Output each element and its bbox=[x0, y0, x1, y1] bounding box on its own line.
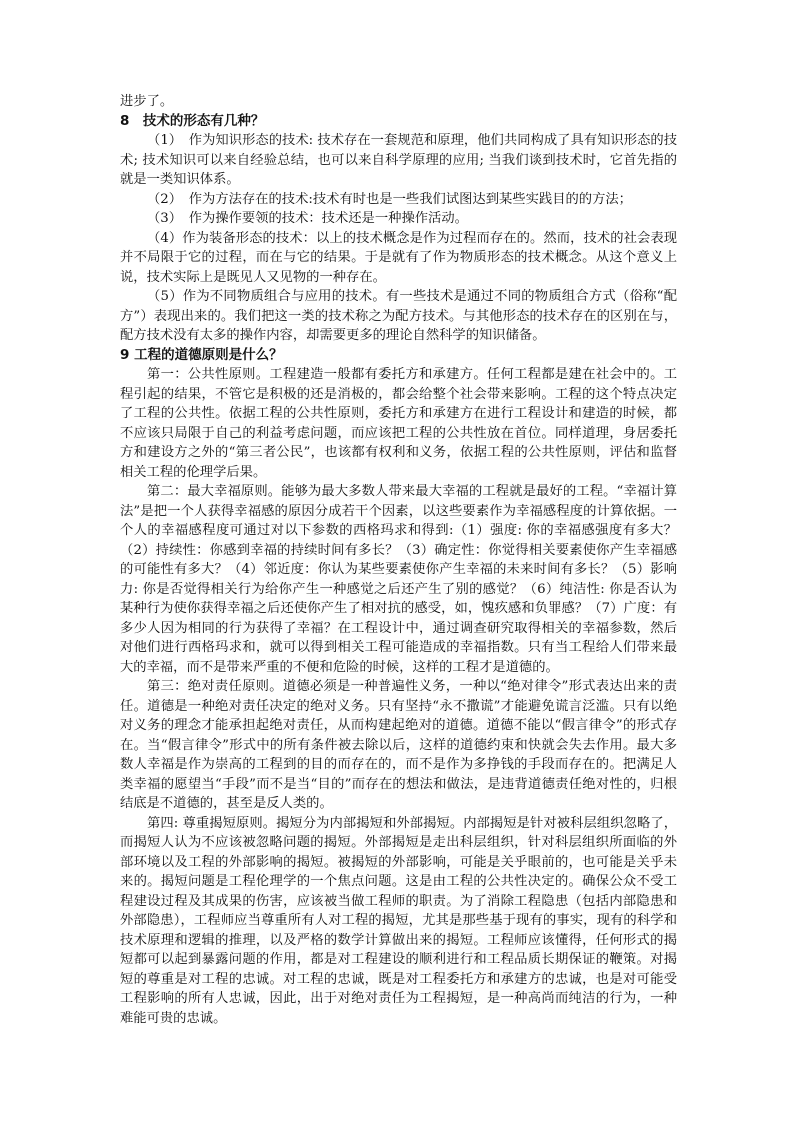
intro-line: 进步了。 bbox=[120, 94, 174, 109]
s9-paragraph-1: 第一：公共性原则。工程建造一般都有委托方和承建方。任何工程都是建在社会中的。工程引起的结果，不管它是积极的还是消极的，都会给整个社会带来影响。工程的这个特点决定了工程的公共性。依据工程的公共性原则，委托方和承建方在进行工程设计和建造的时候，都不应该只局限于自己的利益考虑问题，而应该把工程的公共性放在首位。同样道理，身居委托方和建设方之外的“第三者公民”，也该都有权利和义务，依据工程的公共性原则，评估和监督相关工程的伦理学后果。 bbox=[120, 367, 677, 480]
section-8-heading: 8 技术的形态有几种？ bbox=[120, 112, 265, 129]
s8-paragraph-2: （2） 作为方法存在的技术:技术有时也是一些我们试图达到某些实践目的的方法； bbox=[147, 191, 632, 207]
s8-paragraph-5: （5）作为不同物质组合与应用的技术。有一些技术是通过不同的物质组合方式（俗称“配方”）表现出来的。我们把这一类的技术称之为配方技术。与其他形态的技术存在的区别在与，配方技术没有太多的操作内容，却需要更多的理论自然科学的知识储备。 bbox=[120, 289, 677, 343]
s9-paragraph-2: 第二：最大幸福原则。能够为最大多数人带来最大幸福的工程就是最好的工程。“幸福计算法”是把一个人获得幸福感的原因分成若干个因素，以这些要素作为幸福感程度的计算依据。一个人的幸福感程度可通过对以下参数的西格玛求和得到:（1）强度: 你的幸福感强度有多大？（2）持续性：你感到幸福的持续时间有多长？（3）确定性：你觉得相关要素使你产生幸福感的可能性有多大？（4）邻近度：你认为某些要素使你产生幸福的未来时间有多长？（5）影响力: 你是否觉得相关行为给你产生一种感觉之后还产生了别的感觉？（6）纯洁性: 你是否认为某种行为使你获得幸福之后还使你产生了相对抗的感受，如，愧疚感和负罪感？（7）广度：有多少人因为相同的行为获得了幸福？在工程设计中，通过调查研究取得相关的幸福参数，然后对他们进行西格玛求和，就可以得到相关工程可能造成的幸福指数。只有当工程给人们带来最大的幸福，而不是带来严重的不便和危险的时候，这样的工程才是道德的。 bbox=[120, 484, 677, 675]
s8-paragraph-1: （1） 作为知识形态的技术: 技术存在一套规范和原理，他们共同构成了具有知识形态的技术; 技术知识可以来自经验总结，也可以来自科学原理的应用; 当我们谈到技术时，它首先指的就是一类知识体系。 bbox=[120, 133, 677, 187]
s9-paragraph-3: 第三：绝对责任原则。道德必须是一种普遍性义务，一种以“绝对律令”形式表达出来的责任。道德是一种绝对责任决定的绝对义务。只有坚持“永不撒谎”才能避免谎言泛滥。只有以绝对义务的理念才能承担起绝对责任，从而构建起绝对的道德。道德不能以“假言律令”的形式存在。当“假言律令”形式中的所有条件被去除以后，这样的道德约束和快就会失去作用。最大多数人幸福是作为崇高的工程到的目的而存在的，而不是作为多挣钱的手段而存在的。把满足人类幸福的愿望当“手段”而不是当“目的”而存在的想法和做法，是违背道德责任绝对性的，归根结底是不道德的，甚至是反人类的。 bbox=[120, 679, 677, 811]
s9-paragraph-4: 第四: 尊重揭短原则。揭短分为内部揭短和外部揭短。内部揭短是针对被科层组织忽略了，而揭短人认为不应该被忽略问题的揭短。外部揭短是走出科层组织，针对科层组织所面临的外部环境以及工程的外部影响的揭短。被揭短的外部影响，可能是关乎眼前的，也可能是关乎未来的。揭短问题是工程伦理学的一个焦点问题。这是由工程的公共性决定的。确保公众不受工程建设过程及其成果的伤害，应该被当做工程师的职责。为了消除工程隐患（包括内部隐患和外部隐患），工程师应当尊重所有人对工程的揭短，尤其是那些基于现有的事实，现有的科学和技术原理和逻辑的推理，以及严格的数学计算做出来的揭短。工程师应该懂得，任何形式的揭短都可以起到暴露问题的作用，都是对工程建设的顺利进行和工程品质长期保证的鞭策。对揭短的尊重是对工程的忠诚。对工程的忠诚，既是对工程委托方和承建方的忠诚，也是对可能受工程影响的所有人忠诚，因此，出于对绝对责任为工程揭短，是一种高尚而纯洁的行为，一种难能可贵的忠诚。 bbox=[120, 815, 677, 1026]
s8-paragraph-3: （3） 作为操作要领的技术：技术还是一种操作活动。 bbox=[147, 211, 468, 226]
s8-paragraph-4: （4）作为装备形态的技术：以上的技术概念是作为过程而存在的。然而，技术的社会表现并不局限于它的过程，而在与它的结果。于是就有了作为物质形态的技术概念。从这个意义上说，技术实际上是既见人又见物的一种存在。 bbox=[120, 230, 677, 285]
section-9-heading: 9 工程的道德原则是什么？ bbox=[120, 346, 283, 363]
document-page bbox=[120, 92, 677, 1028]
